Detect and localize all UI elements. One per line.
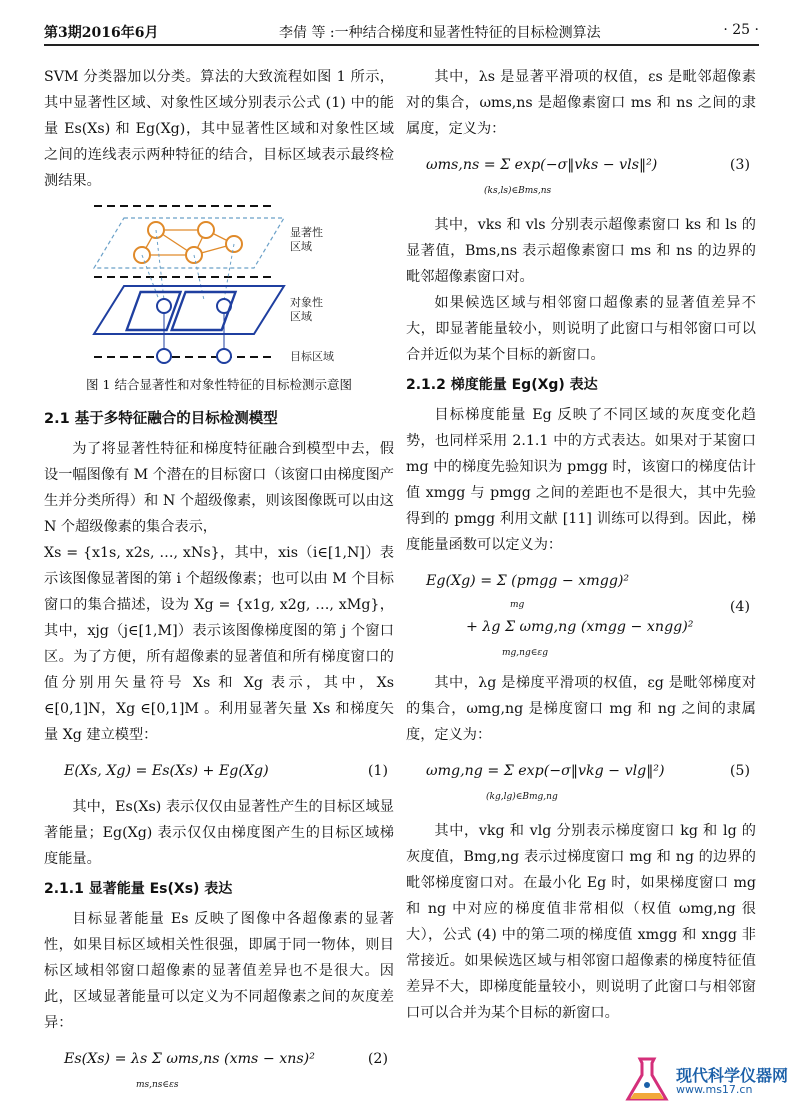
equation-3 bbox=[406, 148, 756, 206]
detection-diagram bbox=[84, 200, 354, 368]
equation-1 bbox=[44, 754, 394, 788]
figure-1 bbox=[44, 200, 394, 368]
paragraph: 如果候选区域与相邻窗口超像素的显著值差异不大，即显著能量较小，则说明了此窗口与相邻窗口可以合并近似为某个目标的新窗口。 bbox=[406, 295, 756, 363]
equation-number: (4) bbox=[729, 599, 750, 615]
equation-body: Es(Xs) = λs Σ ωms,ns (xms − xns)² bbox=[64, 1051, 315, 1067]
equation-number: (5) bbox=[729, 763, 750, 779]
paragraph: SVM 分类器加以分类。算法的大致流程如图 1 所示，其中显著性区域、对象性区域分别表示公式 (1) 中的能量 Es(Xs) 和 Eg(Xg)，其中显著性区域和对象性区域之间的连线表示两种特征的结合，目标区域表示最终检测结果。 bbox=[44, 69, 394, 189]
equation-subscript: (ks,ls)∈Bms,ns bbox=[484, 186, 552, 196]
equation-4 bbox=[406, 564, 756, 664]
equation-body: ωms,ns = Σ exp(−σ‖vks − vls‖²) bbox=[426, 157, 658, 173]
target-label: 目标区域 bbox=[290, 350, 334, 363]
running-title: 李倩 等 :一种结合梯度和显著性特征的目标检测算法 bbox=[279, 25, 601, 41]
equation-2 bbox=[44, 1042, 394, 1100]
running-header bbox=[44, 18, 759, 46]
equation-body: ωmg,ng = Σ exp(−σ‖vkg − vlg‖²) bbox=[426, 763, 665, 779]
watermark-text: 现代科学仪器网 bbox=[676, 1066, 789, 1085]
paragraph: 为了将显著性特征和梯度特征融合到模型中去，假设一幅图像有 M 个潜在的目标窗口（该窗口由梯度图产生并分类所得）和 N 个超级像素，则该图像既可以由这 N 个超级像素的集合表示， bbox=[44, 441, 394, 535]
paragraph: 目标显著能量 Es 反映了图像中各超像素的显著性，如果目标区域相关性很强，即属于同一物体，则目标区域相邻窗口超像素的显著值差异也不是很大。因此，区域显著能量可以定义为不同超像素之间的灰度差异： bbox=[44, 911, 394, 1031]
flask-logo-icon bbox=[622, 1055, 672, 1105]
paragraph: 其中，vks 和 vls 分别表示超像素窗口 ks 和 ls 的显著值，Bms,ns 表示超像素窗口 ms 和 ns 的边界的毗邻超像素窗口对。 bbox=[406, 217, 756, 285]
equation-body: E(Xs, Xg) = Es(Xs) + Eg(Xg) bbox=[64, 763, 269, 779]
svg-text:区域: 区域 bbox=[290, 310, 312, 323]
equation-subscript: ms,ns∈εs bbox=[136, 1080, 179, 1090]
equation-subscript: mg bbox=[510, 600, 525, 610]
paragraph: 其中，λg 是梯度平滑项的权值，εg 是毗邻梯度对的集合，ωmg,ng 是梯度窗口 mg 和 ng 之间的隶属度，定义为： bbox=[406, 675, 756, 743]
section-heading: 2.1 基于多特征融合的目标检测模型 bbox=[44, 411, 278, 427]
issue-info: 第3期2016年6月 bbox=[44, 25, 159, 41]
equation-line: Eg(Xg) = Σ (pmgg − xmgg)² bbox=[426, 573, 630, 589]
equation-number: (1) bbox=[367, 763, 388, 779]
subsection-heading: 2.1.1 显著能量 Es(Xs) 表达 bbox=[44, 881, 233, 897]
equation-number: (3) bbox=[729, 157, 750, 173]
figure-caption: 图 1 结合显著性和对象性特征的目标检测示意图 bbox=[86, 377, 352, 392]
paragraph: 其中，λs 是显著平滑项的权值，εs 是毗邻超像素对的集合，ωms,ns 是超像素窗口 ms 和 ns 之间的隶属度，定义为： bbox=[406, 69, 756, 137]
paragraph: Xs = {x1s, x2s, …, xNs}，其中，xis（i∈[1,N]）表示该图像显著图的第 i 个超级像素；也可以由 M 个目标窗口的集合描述，设为 Xg = {x1g, x2g, …, xMg}，其中，xjg（j∈[1,M]）表示该图像梯度图的第 j 个窗口区。为了方便，所有超像素的显著值和所有梯度窗口的值分别用矢量符号 Xs 和 Xg 表示，其中，Xs ∈[0,1]N，Xg ∈[0,1]M 。利用显著矢量 Xs 和梯度矢量 Xg 建立模型： bbox=[44, 545, 394, 743]
watermark bbox=[622, 1055, 792, 1105]
equation-5 bbox=[406, 754, 756, 812]
subsection-heading: 2.1.2 梯度能量 Eg(Xg) 表达 bbox=[406, 377, 598, 393]
paragraph: 其中，Es(Xs) 表示仅仅由显著性产生的目标区域显著能量；Eg(Xg) 表示仅仅由梯度图产生的目标区域梯度能量。 bbox=[44, 799, 394, 867]
page-number: · 25 · bbox=[723, 22, 759, 38]
saliency-label: 显著性 bbox=[290, 226, 323, 239]
right-column bbox=[406, 64, 756, 1026]
left-column bbox=[44, 64, 394, 1106]
watermark-url: www.ms17.cn bbox=[676, 1083, 753, 1096]
paragraph: 目标梯度能量 Eg 反映了不同区域的灰度变化趋势，也同样采用 2.1.1 中的方式表达。如果对于某窗口 mg 中的梯度先验知识为 pmgg 时，该窗口的梯度估计值 xmgg 与 pmgg 之间的差距也不是很大，其中先验得到的 pmgg 利用文献 [11] 训练可以得到。因此，梯度能量函数可以定义为： bbox=[406, 407, 756, 553]
equation-subscript: (kg,lg)∈Bmg,ng bbox=[486, 792, 558, 802]
equation-subscript: mg,ng∈εg bbox=[502, 648, 548, 658]
equation-number: (2) bbox=[367, 1051, 388, 1067]
svg-text:区域: 区域 bbox=[290, 240, 312, 253]
objectness-label: 对象性 bbox=[290, 296, 323, 309]
equation-line: + λg Σ ωmg,ng (xmgg − xngg)² bbox=[466, 619, 694, 635]
paragraph: 其中，vkg 和 vlg 分别表示梯度窗口 kg 和 lg 的灰度值，Bmg,ng 表示过梯度窗口 mg 和 ng 的边界的毗邻梯度窗口对。在最小化 Eg 时，如果梯度窗口 mg 和 ng 中对应的梯度值非常相似（权值 ωmg,ng 很大），公式 (4) 中的第二项的梯度值 xmgg 和 xngg 非常接近。如果候选区域与相邻窗口超像素的梯度特征值差异不大，即梯度能量较小，则说明了此窗口与相邻窗口可以合并为某个目标的新窗口。 bbox=[406, 823, 756, 1021]
